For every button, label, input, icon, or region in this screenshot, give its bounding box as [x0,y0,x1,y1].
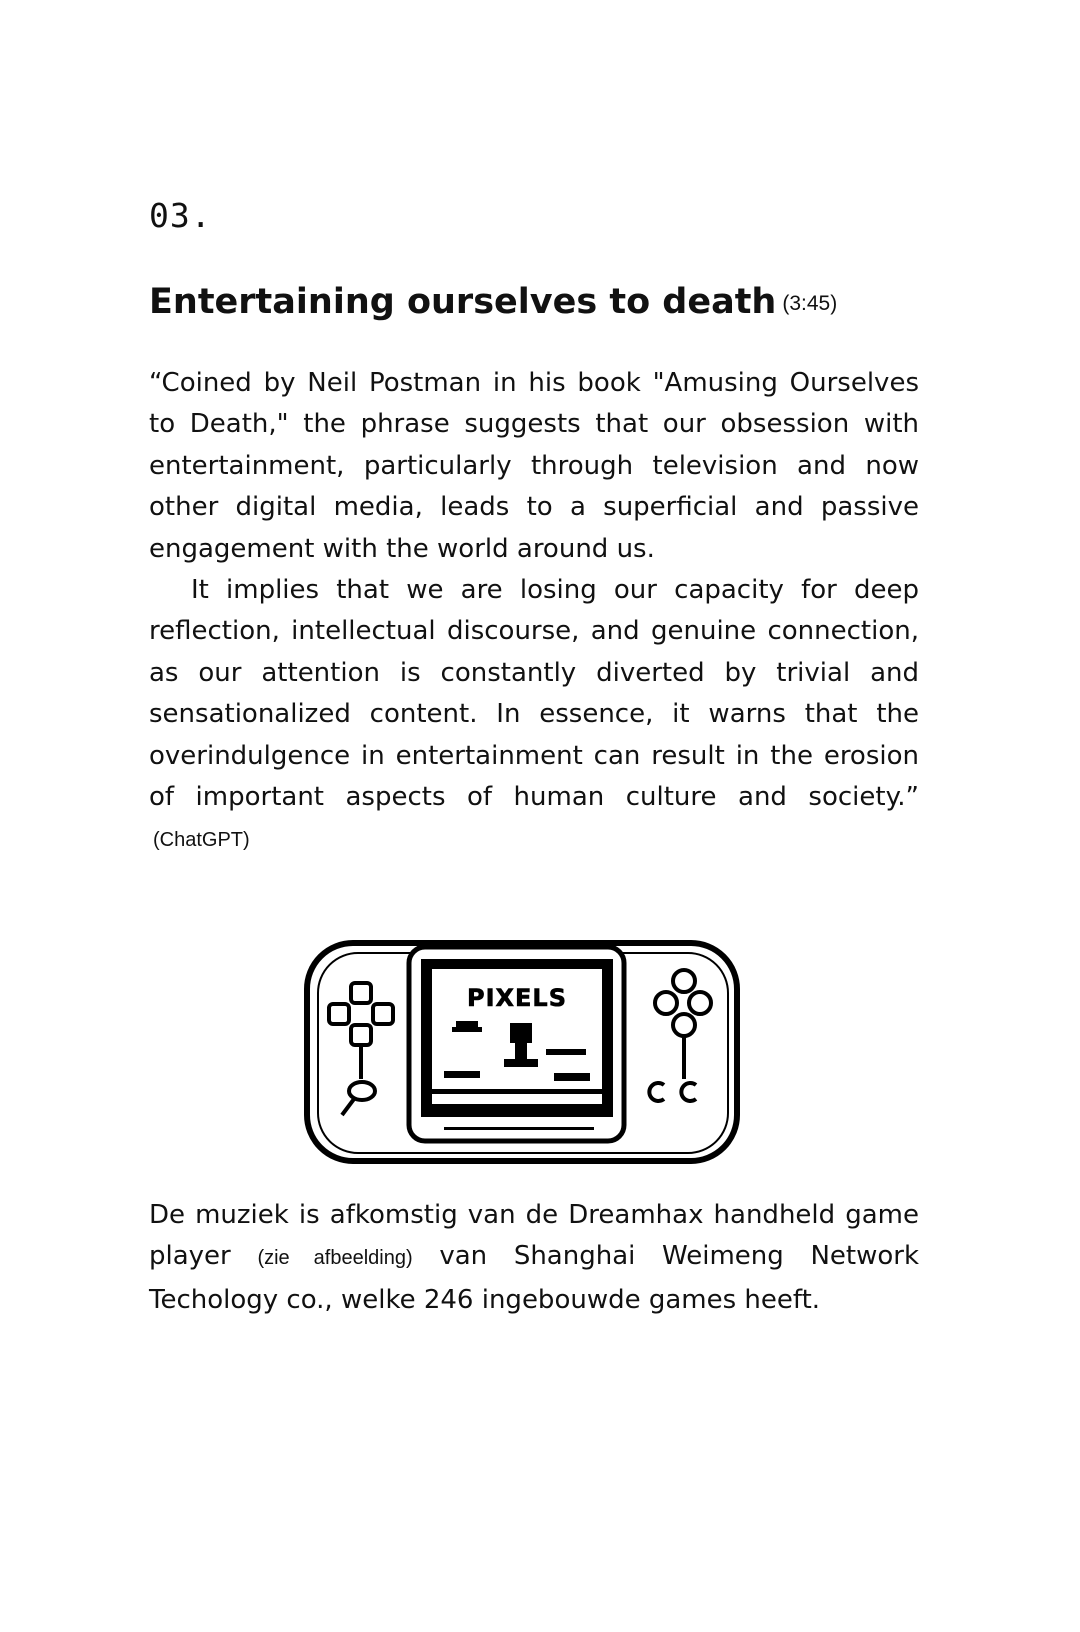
select-button [349,1082,375,1100]
quote-paragraph-1: “Coined by Neil Postman in his book "Amusing Ourselves to Death," the phrase suggests that our obsession with entertainment, particularly through television and now other digital media, leads to a superficial and passive engagement with the world around us. [149,368,919,564]
caption-text-before: De muziek is afkomstig van de Dreamhax handheld game player [149,1200,919,1272]
handheld-console-illustration [304,939,754,1169]
caption-aside: (zie afbeelding) [257,1247,413,1270]
track-number: 03. [149,196,212,235]
quote-paragraph-2-text: It implies that we are losing our capacity for deep reflection, intellectual discourse, and genuine connection, as our attention is constantly diverted by trivial and sensationalized content. In essence, it warns that the overindulgence in entertainment can result in the erosion of important aspects of human culture and society.” [149,575,919,813]
quote-block [149,363,919,862]
quote-source: (ChatGPT) [153,829,250,852]
quote-paragraph-2 [149,570,919,862]
track-duration: (3:45) [782,292,838,315]
track-title-text: Entertaining ourselves to death [149,282,777,322]
caption-text-after: van Shanghai Weimeng Network Techology co., welke 246 ingebouwde games heeft. [149,1241,920,1315]
screen-logo: PIXELS [467,984,567,1012]
caption-paragraph [149,1195,919,1321]
speaker-line [444,1127,594,1130]
track-title [149,282,931,322]
